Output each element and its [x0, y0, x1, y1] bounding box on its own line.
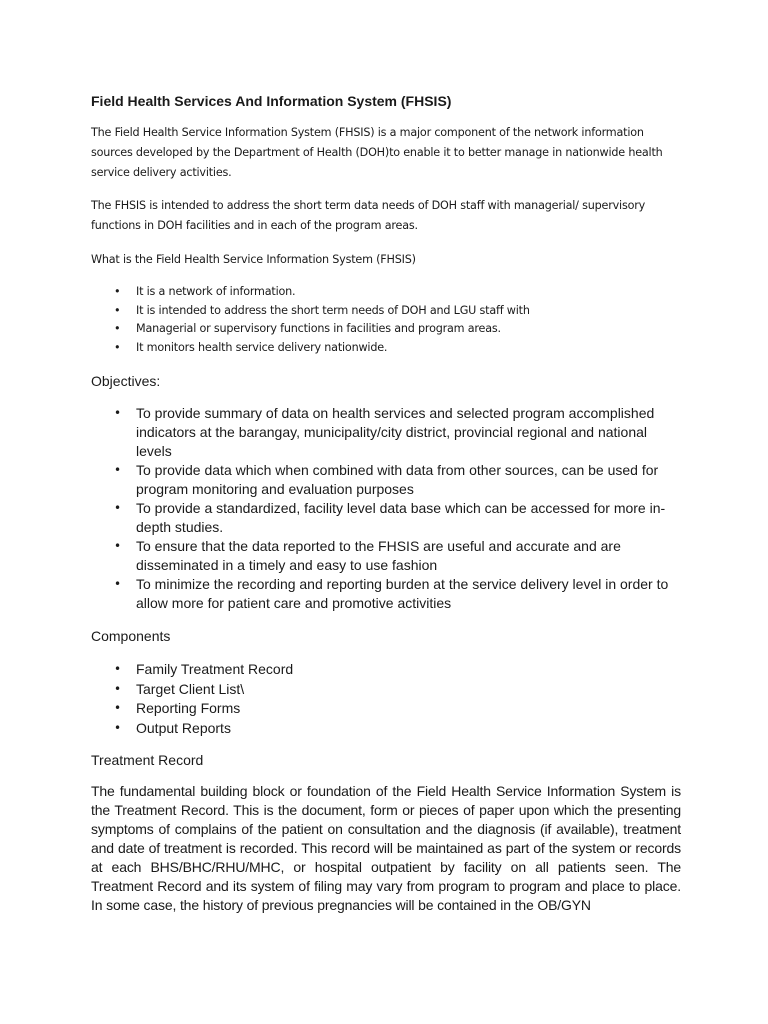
list-item: • To minimize the recording and reporting burden at the service delivery level in order to allow more for patient care and promotive activities [114, 576, 669, 611]
bullet-icon: • [114, 501, 122, 515]
treatment-record-heading: Treatment Record [91, 752, 204, 768]
bullet-icon: • [114, 303, 121, 317]
question-heading: What is the Field Health Service Information System (FHSIS) [91, 253, 416, 266]
intro-paragraph: The Field Health Service Information System (FHSIS) is a major component of the network information sources developed by the Department of Health (DOH)to enable it to better manage in nationwide health service delivery activities. [91, 126, 663, 179]
intended-paragraph: The FHSIS is intended to address the short term data needs of DOH staff with managerial/ supervisory functions in DOH facilities and in each of the program areas. [91, 199, 646, 232]
bullet-icon: • [114, 340, 121, 354]
bullet-icon: • [114, 577, 122, 591]
list-item: • To provide data which when combined with data from other sources, can be used for program monitoring and evaluation purposes [114, 462, 659, 497]
bullet-icon: • [114, 539, 122, 553]
bullet-icon: • [114, 662, 122, 676]
components-list [91, 660, 293, 739]
bullet-icon: • [114, 285, 121, 298]
list-item: • Reporting Forms [114, 700, 241, 717]
list-item: • To provide summary of data on health services and selected program accomplished indicators at the barangay, municipality/city district, provincial regional and national levels [114, 405, 655, 459]
list-item: • To ensure that the data reported to the FHSIS are useful and accurate and are disseminated in a timely and easy to use fashion [114, 538, 621, 573]
bullet-icon: • [114, 721, 122, 736]
document-title: Field Health Services And Information System (FHSIS) [91, 93, 452, 109]
bullet-icon: • [114, 322, 121, 335]
bullet-icon: • [114, 681, 122, 696]
treatment-record-paragraph: The fundamental building block or foundation of the Field Health Service Information System is the Treatment Record. This is the document, form or pieces of paper upon which the presenting symptoms of complains of the patient on consultation and the diagnosis (if available), treatment and date of treatment is recorded. This record will be maintained as part of the system or records at each BHS/BHC/RHU/MHC, or hospital outpatient by facility on all patients seen. The Treatment Record and its system of filing may vary from program to program and place to place. In some case, the history of previous pregnancies will be contained in the OB/GYN [91, 783, 681, 913]
what-list [91, 283, 530, 357]
components-heading: Components [91, 628, 171, 644]
bullet-icon: • [114, 463, 122, 477]
list-item: • Managerial or supervisory functions in facilities and program areas. [91, 320, 530, 339]
objectives-heading: Objectives: [91, 373, 161, 389]
list-item: • It is intended to address the short term needs of DOH and LGU staff with [91, 302, 530, 321]
list-item: • Family Treatment Record [114, 661, 294, 677]
bullet-icon: • [114, 701, 122, 716]
list-item: • To provide a standardized, facility level data base which can be accessed for more in-depth studies. [114, 500, 666, 535]
list-item: • Output Reports [114, 720, 231, 737]
list-item: • It is a network of information. [91, 283, 530, 302]
list-item: • It monitors health service delivery nationwide. [91, 339, 530, 358]
list-item: • Target Client List\ [114, 680, 245, 697]
bullet-icon: • [114, 406, 122, 420]
objectives-list [91, 404, 681, 613]
